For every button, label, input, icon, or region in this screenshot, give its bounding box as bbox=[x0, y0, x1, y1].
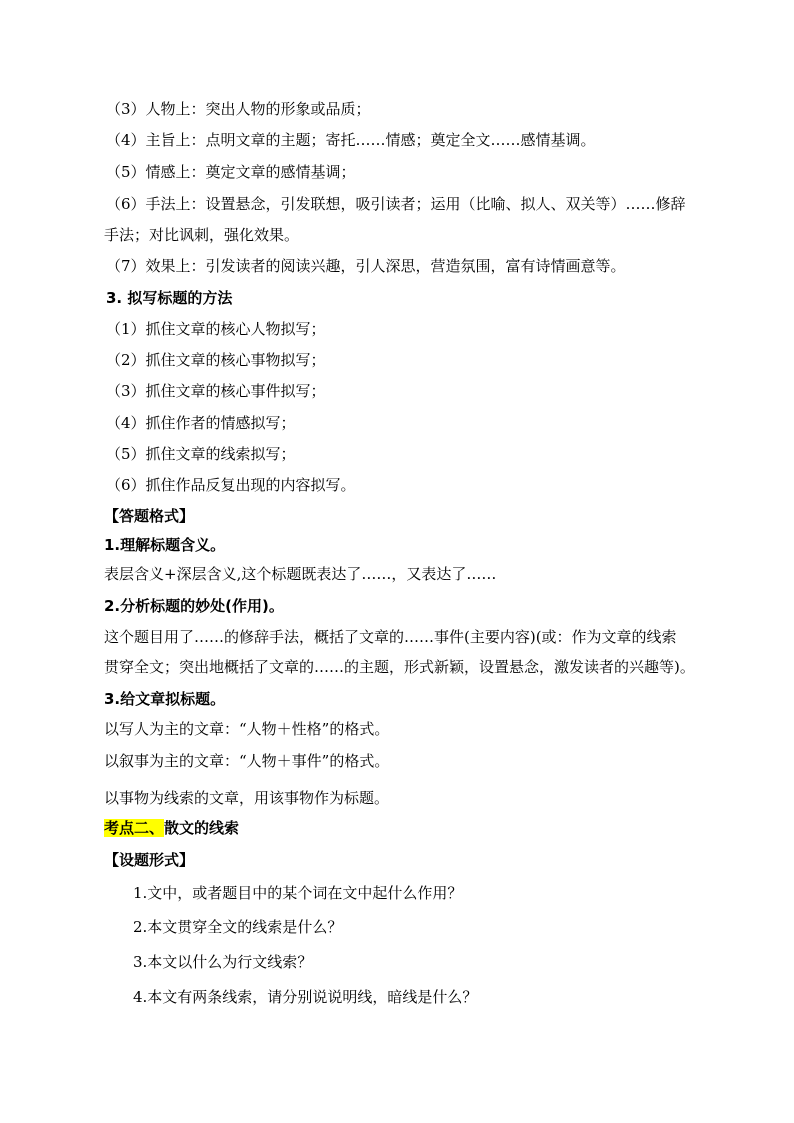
answer-item1-title: 1.理解标题含义。 bbox=[104, 536, 226, 554]
title-effect-6: （6）手法上：设置悬念，引发联想，吸引读者；运用（比喻、拟人、双关等）……修辞 bbox=[106, 195, 686, 213]
answer-item3-line3: 以事物为线索的文章，用该事物作为标题。 bbox=[104, 789, 390, 807]
answer-item1-text: 表层含义+深层含义,这个标题既表达了……，又表达了…… bbox=[104, 565, 497, 583]
title-effect-4: （4）主旨上：点明文章的主题；寄托……情感；奠定全文……感情基调。 bbox=[106, 131, 596, 149]
answer-item3-line1: 以写人为主的文章：“人物＋性格”的格式。 bbox=[104, 720, 390, 738]
method-4: （4）抓住作者的情感拟写； bbox=[106, 414, 296, 432]
method-heading: 3. 拟写标题的方法 bbox=[106, 289, 233, 307]
answer-item2-title: 2.分析标题的妙处(作用)。 bbox=[104, 597, 284, 615]
method-2: （2）抓住文章的核心事物拟写； bbox=[106, 351, 326, 369]
method-5: （5）抓住文章的线索拟写； bbox=[106, 445, 296, 463]
question-2: 2.本文贯穿全文的线索是什么？ bbox=[133, 918, 343, 936]
answer-item2-line2: 贯穿全文；突出地概括了文章的……的主题，形式新颖，设置悬念，激发读者的兴趣等)。 bbox=[104, 658, 695, 676]
question-4: 4.本文有两条线索，请分别说说明线，暗线是什么？ bbox=[133, 988, 478, 1006]
question-1: 1.文中，或者题目中的某个词在文中起什么作用？ bbox=[133, 884, 463, 902]
answer-item3-title: 3.给文章拟标题。 bbox=[104, 690, 226, 708]
title-effect-7: （7）效果上：引发读者的阅读兴趣，引人深思，营造氛围，富有诗情画意等。 bbox=[106, 257, 626, 275]
answer-item3-line2: 以叙事为主的文章：“人物＋事件”的格式。 bbox=[104, 752, 390, 770]
answer-format-heading: 【答题格式】 bbox=[104, 507, 195, 525]
section2-title-highlight: 考点二、 bbox=[104, 819, 165, 837]
method-1: （1）抓住文章的核心人物拟写； bbox=[106, 320, 326, 338]
method-6: （6）抓住作品反复出现的内容拟写。 bbox=[106, 476, 356, 494]
title-effect-6-cont: 手法；对比讽刺，强化效果。 bbox=[104, 226, 300, 244]
section2-title-rest: 散文的线索 bbox=[164, 819, 240, 837]
method-3: （3）抓住文章的核心事件拟写； bbox=[106, 382, 326, 400]
title-effect-5: （5）情感上：奠定文章的感情基调； bbox=[106, 163, 356, 181]
answer-item2-line1: 这个题目用了……的修辞手法，概括了文章的……事件(主要内容)(或：作为文章的线索 bbox=[104, 628, 677, 646]
section2-form-heading: 【设题形式】 bbox=[104, 851, 195, 869]
section2-title bbox=[104, 818, 239, 838]
question-3: 3.本文以什么为行文线索？ bbox=[133, 953, 313, 971]
title-effect-3: （3）人物上：突出人物的形象或品质； bbox=[106, 100, 371, 118]
